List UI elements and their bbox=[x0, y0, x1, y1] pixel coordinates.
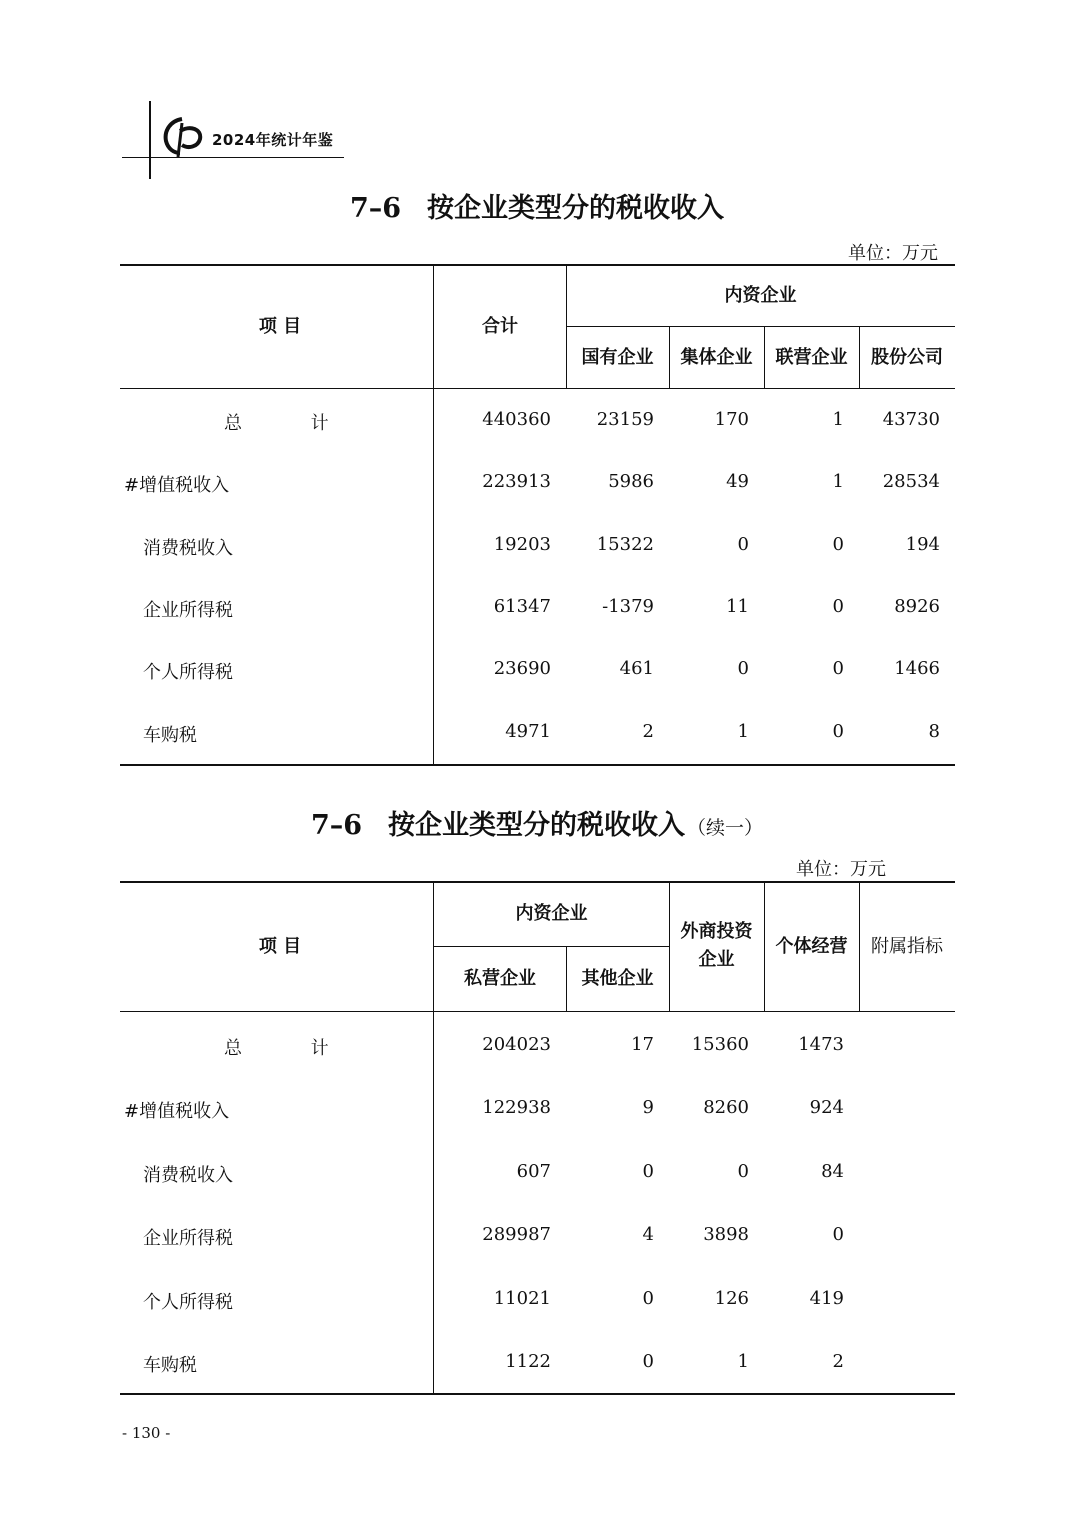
table1-cell: 8926 bbox=[894, 596, 940, 617]
table1-row-label: 个人所得税 bbox=[143, 662, 233, 683]
table2-cell: 0 bbox=[832, 1224, 844, 1245]
table1-cell: 49 bbox=[726, 471, 749, 492]
table2-cell: 0 bbox=[737, 1161, 749, 1182]
table1-cell: 43730 bbox=[882, 409, 940, 430]
table1-cell: 15322 bbox=[596, 534, 654, 555]
table1-row-label: 企业所得税 bbox=[143, 600, 233, 621]
table2-bottom-rule bbox=[120, 1393, 955, 1395]
table2-continued: （续一） bbox=[687, 817, 764, 839]
table2-cell: 0 bbox=[642, 1288, 654, 1309]
table1-cell: 1466 bbox=[894, 658, 940, 679]
page-number: - 130 - bbox=[122, 1424, 171, 1442]
book-title: 2024年统计年鉴 bbox=[212, 131, 334, 149]
table1-header-rule bbox=[120, 388, 955, 389]
table2-group-rule bbox=[434, 946, 669, 947]
table1-cell: 0 bbox=[832, 721, 844, 742]
table1-header-shareholding: 股份公司 bbox=[871, 347, 943, 368]
table1-number: 7–6 bbox=[349, 193, 402, 224]
table2-cell: 1 bbox=[737, 1351, 749, 1372]
table2-header-supplementary: 附属指标 bbox=[871, 936, 943, 957]
table1-cell: 1 bbox=[832, 409, 844, 430]
table1-cell: 23159 bbox=[596, 409, 654, 430]
table1-header-total: 合计 bbox=[482, 316, 518, 337]
table1-title bbox=[0, 186, 1074, 225]
table1-cell: 0 bbox=[832, 534, 844, 555]
table2-cell: 9 bbox=[642, 1097, 654, 1118]
table1-cell: 0 bbox=[737, 534, 749, 555]
table1-cell: 223913 bbox=[482, 471, 551, 492]
table1-cell: 8 bbox=[928, 721, 940, 742]
table2-cell: 0 bbox=[642, 1351, 654, 1372]
table1-header-state-owned: 国有企业 bbox=[581, 347, 654, 368]
table2-top-rule bbox=[120, 881, 955, 883]
header-horizontal-rule bbox=[122, 157, 344, 158]
table1-cell: 170 bbox=[714, 409, 749, 430]
table2-header-private: 私营企业 bbox=[464, 968, 536, 989]
table1-bottom-rule bbox=[120, 764, 955, 766]
table2-header-rule bbox=[120, 1011, 955, 1012]
table1-header-domestic: 内资企业 bbox=[724, 285, 797, 306]
table2-row-label: 车购税 bbox=[143, 1355, 197, 1376]
table2-row-label: 消费税收入 bbox=[143, 1165, 233, 1186]
table2-title-text: 按企业类型分的税收收入 bbox=[388, 810, 686, 841]
table1-cell: 2 bbox=[642, 721, 654, 742]
table2-row-label: 个人所得税 bbox=[143, 1292, 233, 1313]
table1-row-label: 消费税收入 bbox=[143, 538, 233, 559]
table1-header-collective: 集体企业 bbox=[680, 347, 753, 368]
table2-title bbox=[0, 803, 1074, 842]
table2-cell: 11021 bbox=[493, 1288, 551, 1309]
header-vertical-rule bbox=[149, 101, 151, 179]
table2-cell: 0 bbox=[642, 1161, 654, 1182]
table2-cell: 607 bbox=[516, 1161, 551, 1182]
table2-row-label: #增值税收入 bbox=[124, 1101, 230, 1122]
table2-cell: 15360 bbox=[691, 1034, 749, 1055]
table2-cell: 1122 bbox=[505, 1351, 551, 1372]
table1-cell: 0 bbox=[737, 658, 749, 679]
table2-number: 7–6 bbox=[310, 810, 363, 841]
table2-cell: 8260 bbox=[703, 1097, 749, 1118]
table1-cell: 1 bbox=[832, 471, 844, 492]
table2-cell: 4 bbox=[642, 1224, 654, 1245]
table1-cell: 11 bbox=[726, 596, 749, 617]
table1-header-item: 项 目 bbox=[258, 316, 302, 337]
table2-header-foreign-line1: 外商投资 bbox=[680, 921, 753, 942]
table1-top-rule bbox=[120, 264, 955, 266]
table1-title-text: 按企业类型分的税收收入 bbox=[427, 193, 725, 224]
table2-cell: 1473 bbox=[798, 1034, 844, 1055]
table2-row-label: 企业所得税 bbox=[143, 1228, 233, 1249]
table2-row-label: 总 计 bbox=[224, 1038, 329, 1059]
table1-cell: -1379 bbox=[602, 596, 654, 617]
table2-unit: 单位：万元 bbox=[796, 859, 886, 880]
table2-cell: 126 bbox=[714, 1288, 749, 1309]
table2-header-individual: 个体经营 bbox=[775, 936, 848, 957]
table2-cell: 2 bbox=[832, 1351, 844, 1372]
table2-cell: 289987 bbox=[482, 1224, 551, 1245]
table2-header-foreign-line2: 企业 bbox=[698, 949, 735, 970]
yearbook-logo-icon bbox=[160, 115, 208, 159]
table2-cell: 3898 bbox=[703, 1224, 749, 1245]
table1-cell: 440360 bbox=[482, 409, 551, 430]
table1-group-rule bbox=[566, 326, 955, 327]
table2-cell: 84 bbox=[821, 1161, 844, 1182]
table2-header-other: 其他企业 bbox=[581, 968, 654, 989]
table1-cell: 0 bbox=[832, 596, 844, 617]
table2-item-divider bbox=[433, 882, 434, 1394]
table1-cell: 0 bbox=[832, 658, 844, 679]
table1-cell: 61347 bbox=[493, 596, 551, 617]
table1-cell: 4971 bbox=[505, 721, 551, 742]
table1-cell: 23690 bbox=[493, 658, 551, 679]
table1-cell: 461 bbox=[619, 658, 654, 679]
table1-row-label: #增值税收入 bbox=[124, 475, 230, 496]
table1-row-label: 总 计 bbox=[224, 413, 329, 434]
table1-header-joint: 联营企业 bbox=[775, 347, 848, 368]
table2-header-domestic: 内资企业 bbox=[515, 903, 588, 924]
table1-cell: 5986 bbox=[608, 471, 654, 492]
table2-cell: 17 bbox=[631, 1034, 654, 1055]
table2-cell: 122938 bbox=[482, 1097, 551, 1118]
table1-cell: 1 bbox=[737, 721, 749, 742]
table2-cell: 419 bbox=[809, 1288, 844, 1309]
table1-cell: 194 bbox=[905, 534, 940, 555]
table1-cell: 28534 bbox=[882, 471, 940, 492]
table1-unit: 单位：万元 bbox=[848, 243, 938, 264]
table1-cell: 19203 bbox=[493, 534, 551, 555]
table2-cell: 924 bbox=[809, 1097, 844, 1118]
table2-header-item: 项 目 bbox=[258, 936, 302, 957]
table1-row-label: 车购税 bbox=[143, 725, 197, 746]
table2-cell: 204023 bbox=[482, 1034, 551, 1055]
